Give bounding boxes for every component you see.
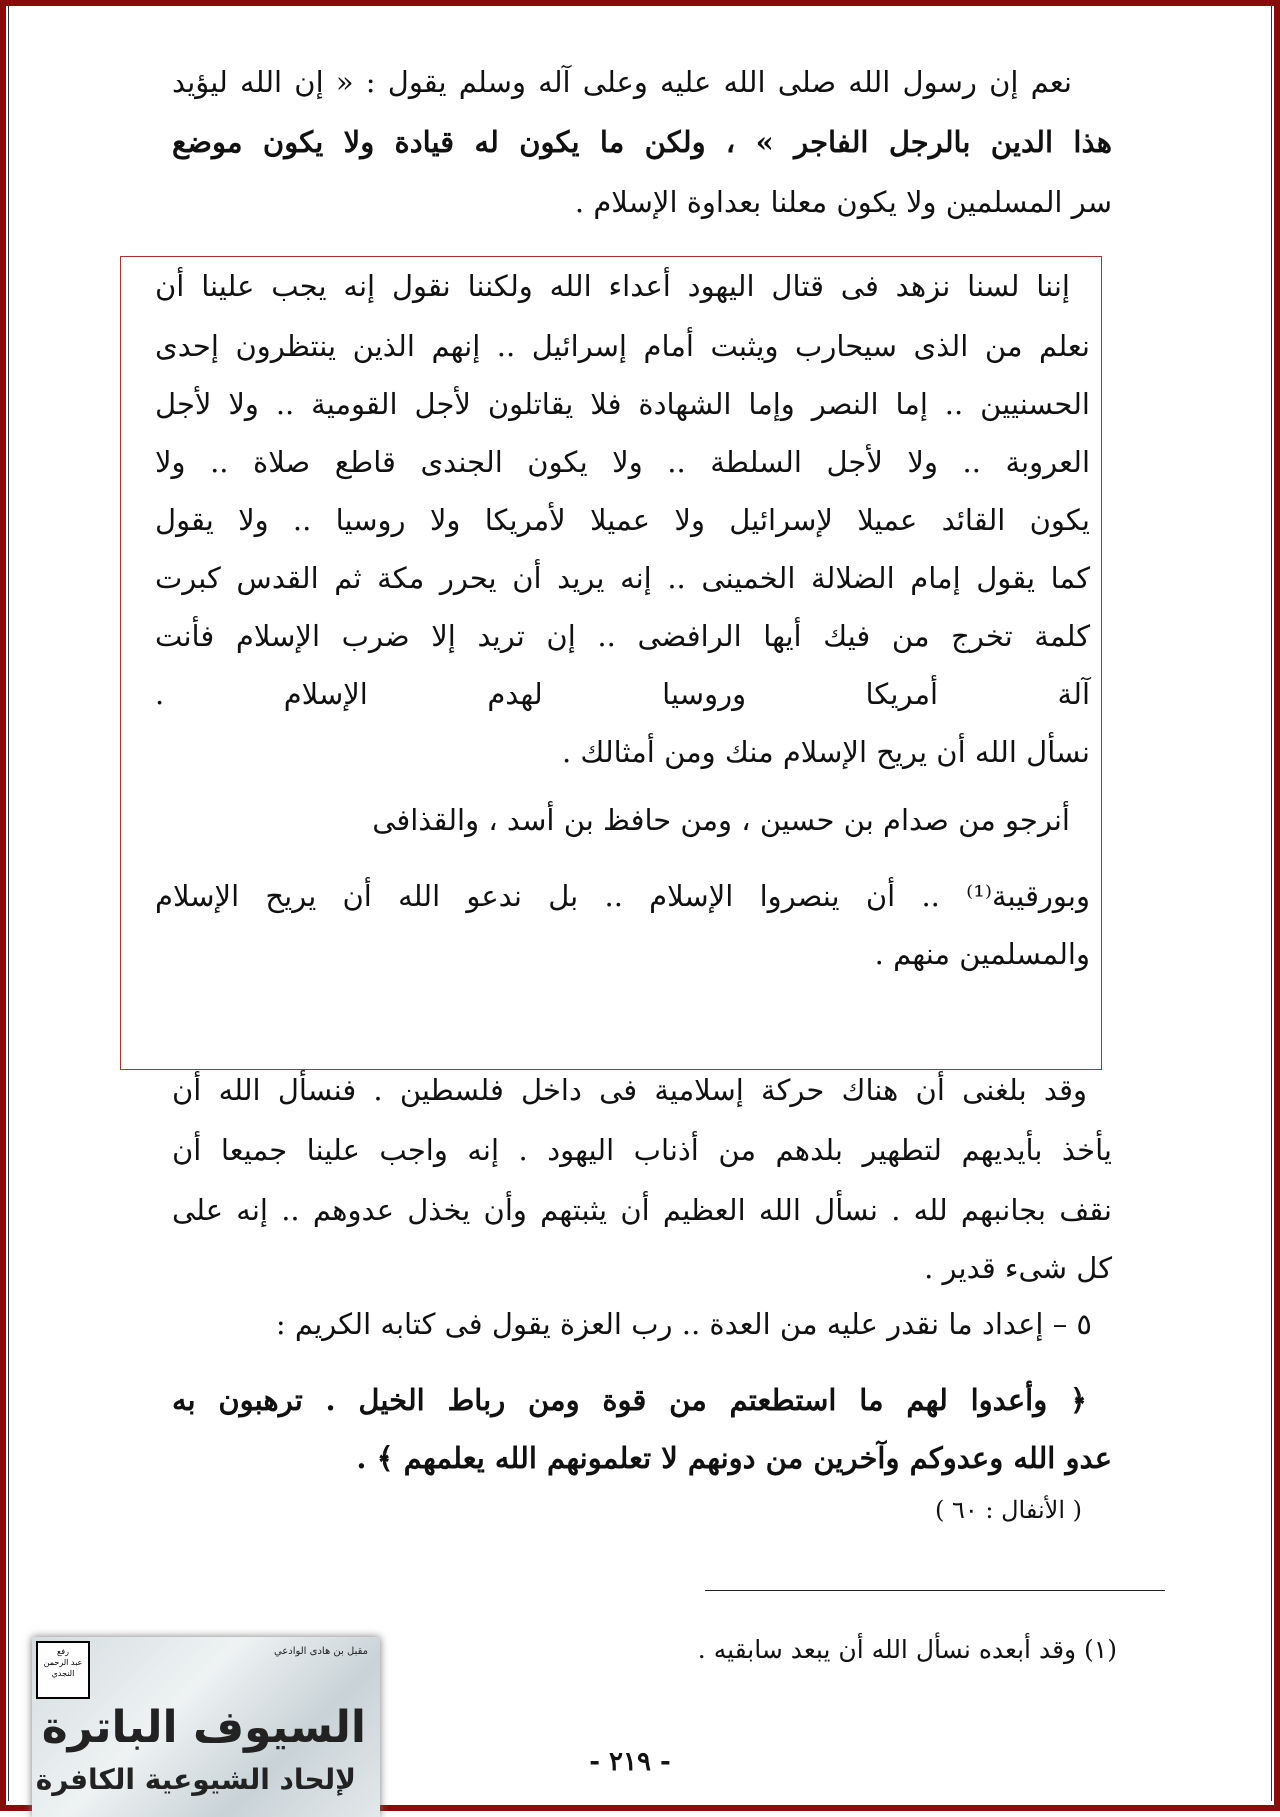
quote-line: نعلم من الذى سيحارب ويثبت أمام إسرائيل .. إنهم الذين ينتظرون إحدى [155, 329, 1090, 363]
text-line: يأخذ بأيديهم لتطهير بلدهم من أذناب اليهود . إنه واجب علينا جميعا أن [172, 1133, 1112, 1167]
quote-line: نسأل الله أن يريح الإسلام منك ومن أمثالك . [561, 735, 1090, 769]
quote-line: العروبة .. ولا لأجل السلطة .. ولا يكون الجندى قاطع صلاة .. ولا [155, 445, 1090, 479]
cover-author: مقبل بن هادى الوادعي [273, 1646, 368, 1657]
cover-subtitle: لإلحاد الشيوعية الكافرة [35, 1763, 356, 1796]
verse-reference: ( الأنفال : ٦٠ ) [934, 1496, 1082, 1524]
cover-title: السيوف الباترة [41, 1702, 366, 1753]
text-line: نقف بجانبهم لله . نسأل الله العظيم أن يثبتهم وأن يخذل عدوهم .. إنه على [172, 1193, 1112, 1227]
text-line: وقد بلغنى أن هناك حركة إسلامية فى داخل فلسطين . فنسأل الله أن [172, 1073, 1087, 1107]
quote-line: كما يقول إمام الضلالة الخمينى .. إنه يريد أن يحرر مكة ثم القدس كبرت [155, 561, 1090, 595]
quran-verse: ﴿ وأعدوا لهم ما استطعتم من قوة ومن رباط الخيل . ترهبون به [172, 1383, 1087, 1417]
numbered-item: ٥ – إعداد ما نقدر عليه من العدة .. رب العزة يقول فى كتابه الكريم : [275, 1307, 1092, 1341]
quote-line: إننا لسنا نزهد فى قتال اليهود أعداء الله ولكننا نقول إنه يجب علينا أن [155, 269, 1070, 303]
quote-line: والمسلمين منهم . [874, 937, 1090, 971]
text-line: كل شىء قدير . [924, 1251, 1112, 1285]
text-line: هذا الدين بالرجل الفاجر » ، ولكن ما يكون له قيادة ولا يكون موضع [172, 125, 1112, 159]
quote-line: آلة أمريكا وروسيا لهدم الإسلام . [155, 677, 1090, 711]
footnote: (١) وقد أبعده نسأل الله أن يبعد سابقيه . [697, 1635, 1117, 1664]
book-cover-logo [32, 1637, 380, 1817]
quote-line: يكون القائد عميلا لإسرائيل ولا عميلا لأمريكا ولا روسيا .. ولا يقول [155, 503, 1090, 537]
quote-line: الحسنيين .. إما النصر وإما الشهادة فلا يقاتلون لأجل القومية .. ولا لأجل [155, 387, 1090, 421]
stamp: رفع عبد الرحمن النجدي [36, 1641, 90, 1699]
page-number: - ٢١٩ - [589, 1747, 671, 1777]
quran-verse: عدو الله وعدوكم وآخرين من دونهم لا تعلمونهم الله يعلمهم ﴾ . [356, 1441, 1112, 1475]
quote-line: وبورقيبة⁽¹⁾ .. أن ينصروا الإسلام .. بل ندعو الله أن يريح الإسلام [155, 879, 1090, 913]
quote-line: أنرجو من صدام بن حسين ، ومن حافظ بن أسد ، والقذافى [372, 803, 1070, 837]
text-line: نعم إن رسول الله صلى الله عليه وعلى آله وسلم يقول : « إن الله ليؤيد [172, 65, 1072, 99]
quote-line: كلمة تخرج من فيك أيها الرافضى .. إن تريد إلا ضرب الإسلام فأنت [155, 619, 1090, 653]
footnote-separator [705, 1590, 1165, 1591]
text-line: سر المسلمين ولا يكون معلنا بعداوة الإسلام . [574, 185, 1112, 219]
